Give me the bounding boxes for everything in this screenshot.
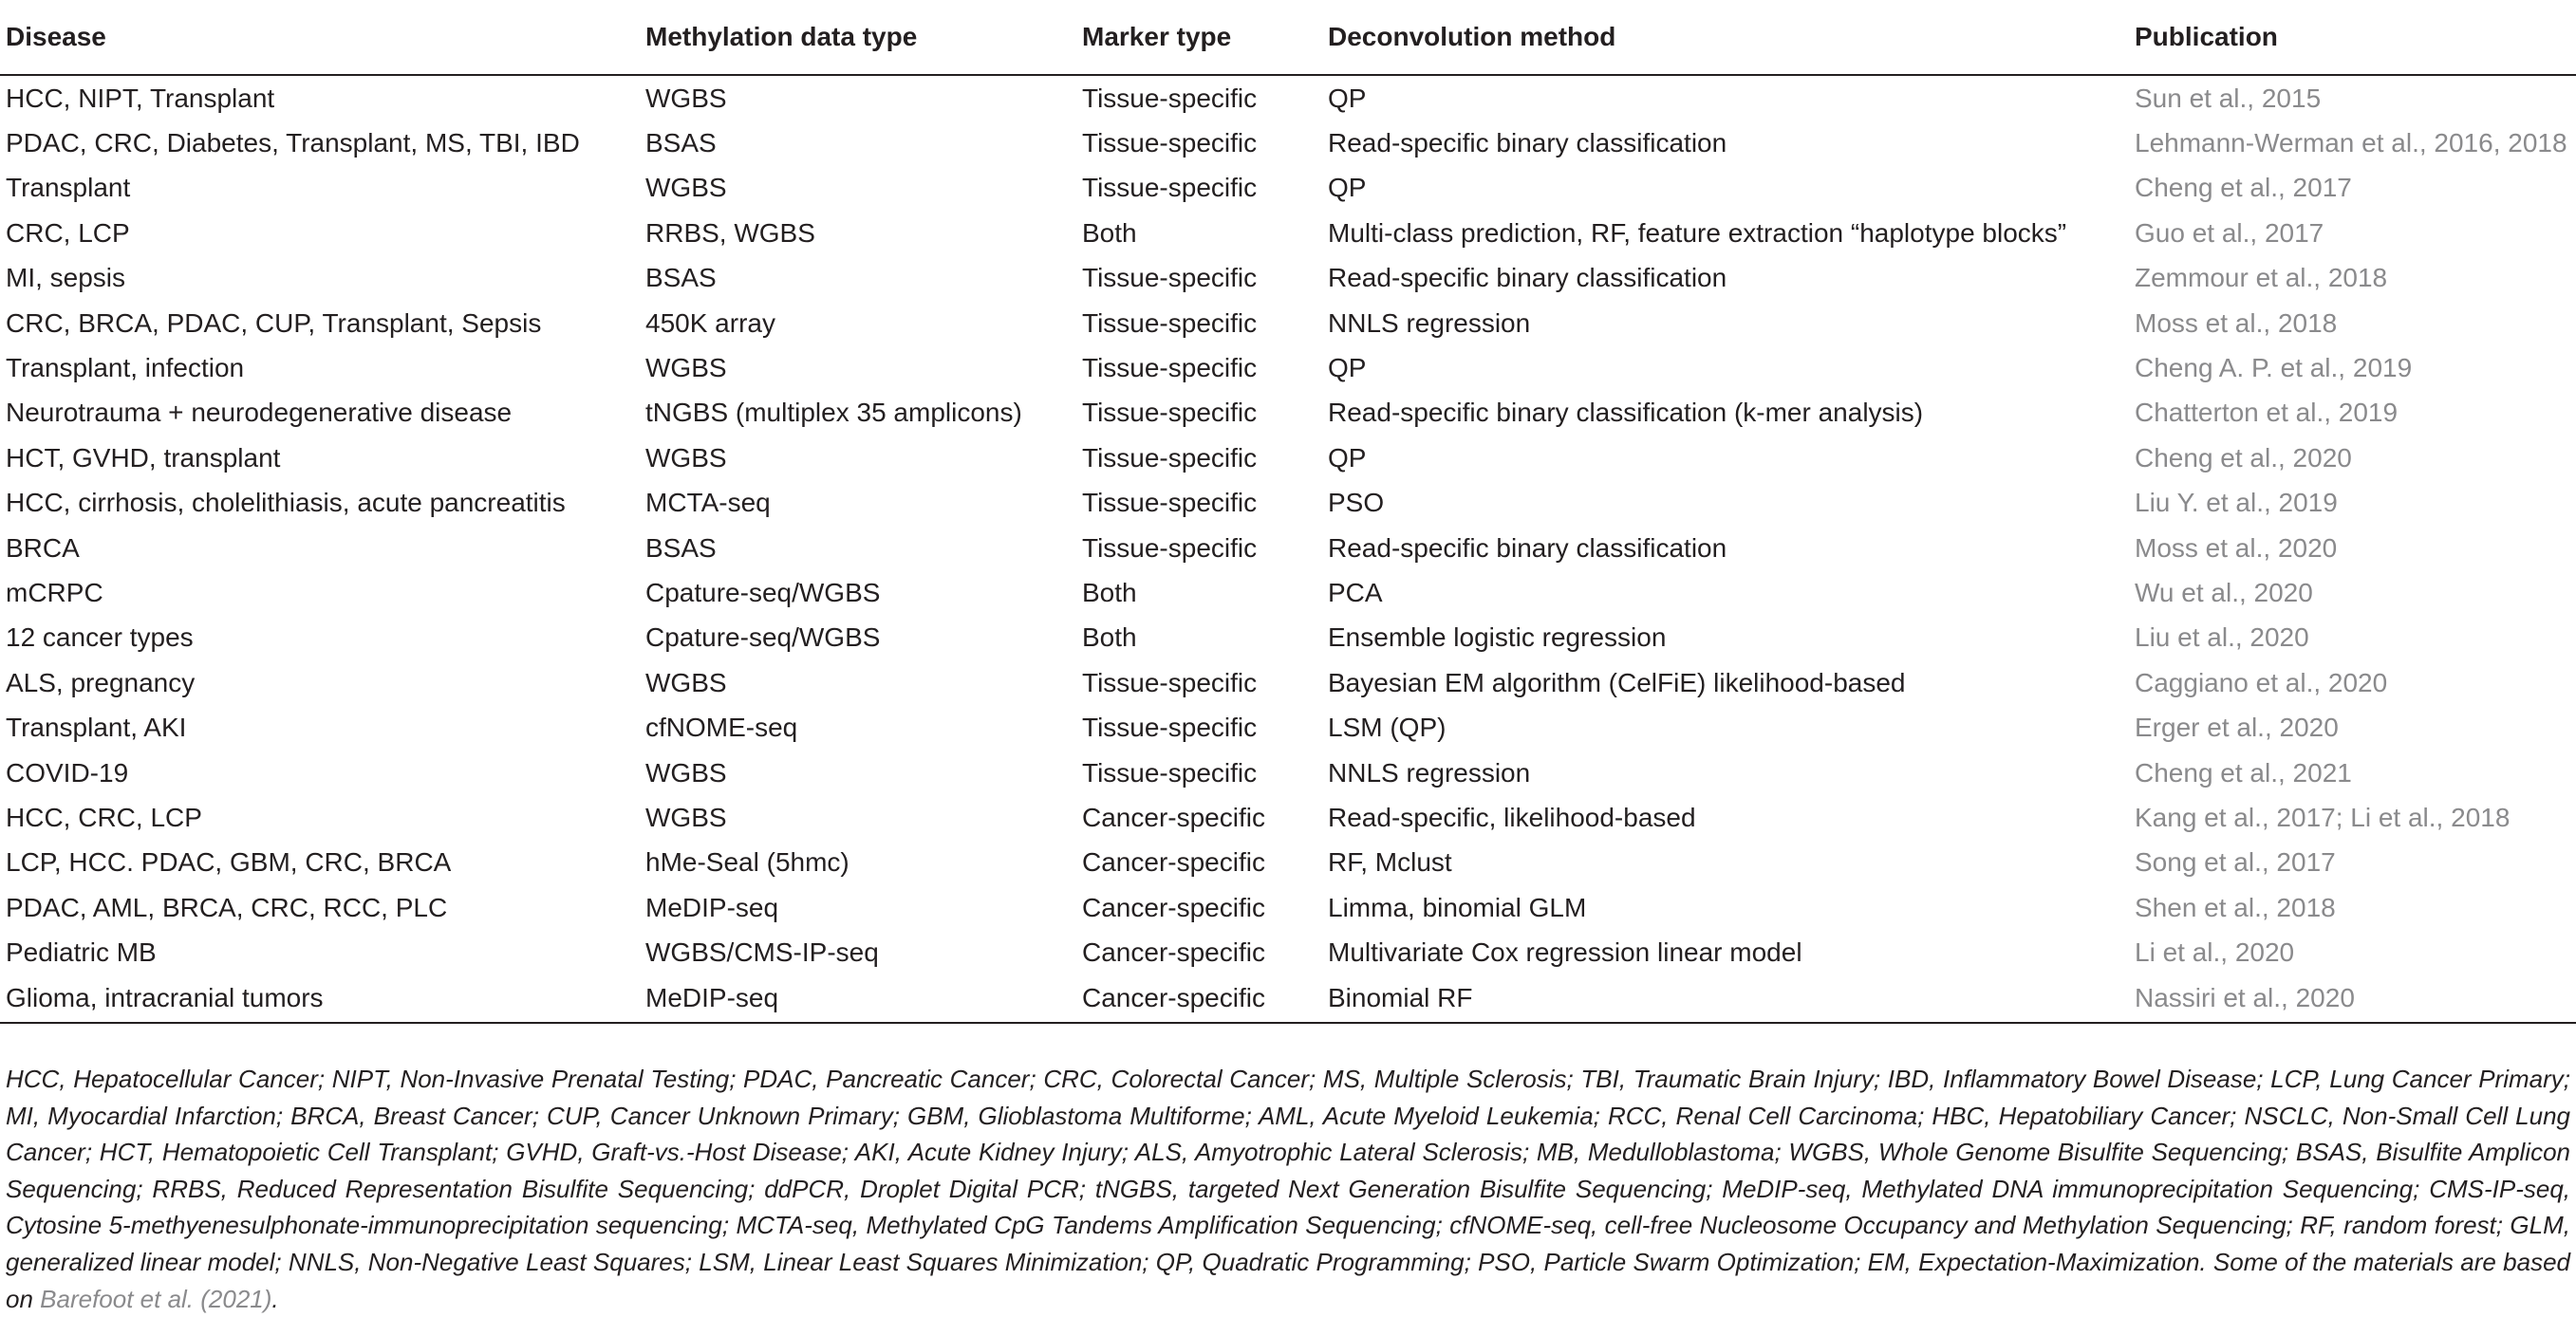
cell-deconvolution-method: Read-specific binary classification (k-mer analysis) bbox=[1328, 398, 1924, 428]
cell-methylation-data-type: WGBS bbox=[645, 353, 727, 383]
cell-marker-type: Both bbox=[1082, 217, 1137, 248]
cell-marker-type: Tissue-specific bbox=[1082, 667, 1258, 697]
header-disease: Disease bbox=[0, 0, 640, 75]
cell-disease: Transplant, infection bbox=[6, 353, 245, 383]
table-row bbox=[0, 436, 2576, 480]
cell-deconvolution-method: QP bbox=[1328, 173, 1367, 203]
cell-marker-type: Tissue-specific bbox=[1082, 532, 1258, 563]
cell-deconvolution-method: Multivariate Cox regression linear model bbox=[1328, 937, 1802, 968]
cell-deconvolution-method: NNLS regression bbox=[1328, 757, 1531, 788]
cell-marker-type: Tissue-specific bbox=[1082, 263, 1258, 293]
cell-publication[interactable]: Lehmann-Werman et al., 2016, 2018 bbox=[2135, 128, 2567, 158]
cell-publication[interactable]: Moss et al., 2018 bbox=[2135, 307, 2338, 338]
cell-publication[interactable]: Liu et al., 2020 bbox=[2135, 622, 2309, 653]
cell-methylation-data-type: BSAS bbox=[645, 532, 717, 563]
cell-disease: 12 cancer types bbox=[6, 622, 194, 653]
cell-marker-type: Tissue-specific bbox=[1082, 757, 1258, 788]
cell-deconvolution-method: NNLS regression bbox=[1328, 307, 1531, 338]
footnote-reference-link[interactable]: Barefoot et al. (2021) bbox=[40, 1284, 272, 1313]
cell-publication[interactable]: Cheng et al., 2017 bbox=[2135, 173, 2352, 203]
cell-deconvolution-method: PSO bbox=[1328, 488, 1385, 518]
cell-disease: LCP, HCC. PDAC, GBM, CRC, BRCA bbox=[6, 847, 452, 878]
cell-marker-type: Tissue-specific bbox=[1082, 83, 1258, 113]
cell-deconvolution-method: LSM (QP) bbox=[1328, 713, 1447, 743]
cell-publication[interactable]: Sun et al., 2015 bbox=[2135, 83, 2322, 113]
cell-methylation-data-type: WGBS/CMS-IP-seq bbox=[645, 937, 879, 968]
header-publication: Publication bbox=[2129, 0, 2576, 75]
table-row bbox=[0, 481, 2576, 526]
cell-deconvolution-method: Read-specific binary classification bbox=[1328, 532, 1727, 563]
cell-disease: CRC, LCP bbox=[6, 217, 130, 248]
table-row bbox=[0, 570, 2576, 615]
cell-deconvolution-method: Ensemble logistic regression bbox=[1328, 622, 1667, 653]
cell-deconvolution-method: Read-specific binary classification bbox=[1328, 263, 1727, 293]
cell-marker-type: Tissue-specific bbox=[1082, 398, 1258, 428]
table-row bbox=[0, 121, 2576, 165]
cell-methylation-data-type: BSAS bbox=[645, 263, 717, 293]
cell-publication[interactable]: Shen et al., 2018 bbox=[2135, 892, 2336, 922]
cell-methylation-data-type: MeDIP-seq bbox=[645, 892, 779, 922]
cell-methylation-data-type: MCTA-seq bbox=[645, 488, 771, 518]
cell-marker-type: Cancer-specific bbox=[1082, 802, 1265, 832]
table-row bbox=[0, 391, 2576, 436]
cell-marker-type: Cancer-specific bbox=[1082, 847, 1265, 878]
cell-methylation-data-type: WGBS bbox=[645, 667, 727, 697]
cell-publication[interactable]: Cheng et al., 2021 bbox=[2135, 757, 2352, 788]
table-row bbox=[0, 841, 2576, 885]
cell-methylation-data-type: Cpature-seq/WGBS bbox=[645, 622, 881, 653]
cell-publication[interactable]: Caggiano et al., 2020 bbox=[2135, 667, 2388, 697]
cell-disease: Transplant, AKI bbox=[6, 713, 187, 743]
cell-publication[interactable]: Kang et al., 2017; Li et al., 2018 bbox=[2135, 802, 2511, 832]
cell-methylation-data-type: WGBS bbox=[645, 83, 727, 113]
cell-disease: mCRPC bbox=[6, 577, 103, 607]
cell-publication[interactable]: Li et al., 2020 bbox=[2135, 937, 2295, 968]
cell-methylation-data-type: BSAS bbox=[645, 128, 717, 158]
footnote-abbreviations: HCC, Hepatocellular Cancer; NIPT, Non-Invasive Prenatal Testing; PDAC, Pancreatic Cancer; CRC, Colorectal Cancer; MS, Multiple Sclerosis; TBI, Traumatic Brain Injury; IBD, Inflammatory Bowel Disease; LCP, Lung Cancer Primary; MI, Myocardial Infarction; BRCA, Breast Cancer; CUP, Cancer Unknown Primary; GBM, Glioblastoma Multiforme; AML, Acute Myeloid Leukemia; RCC, Renal Cell Carcinoma; HBC, Hepatobiliary Cancer; NSCLC, Non-Small Cell Lung Cancer; HCT, Hematopoietic Cell Transplant; GVHD, Graft-vs.-Host Disease; AKI, Acute Kidney Injury; ALS, Amyotrophic Lateral Sclerosis; MB, Medulloblastoma; WGBS, Whole Genome Bisulfite Sequencing; BSAS, Bisulfite Amplicon Sequencing; RRBS, Reduced Representation Bisulfite Sequencing; ddPCR, Droplet Digital PCR; tNGBS, targeted Next Generation Bisulfite Sequencing; MeDIP-seq, Methylated DNA immunoprecipitation Sequencing; CMS-IP-seq, Cytosine 5-methyenesulphonate-immunoprecipitation sequencing; MCTA-seq, Methylated CpG Tandems Amplification Sequencing; cfNOME-seq, cell-free Nucleosome Occupancy and Methylation Sequencing; RF, random forest; GLM, generalized linear model; NNLS, Non-Negative Least Squares; LSM, Linear Least Squares Minimization; QP, Quadratic Programming; PSO, Particle Swarm Optimization; EM, Expectation-Maximization. Some of the materials are based on bbox=[6, 1065, 2570, 1313]
cell-methylation-data-type: WGBS bbox=[645, 173, 727, 203]
cell-deconvolution-method: QP bbox=[1328, 83, 1367, 113]
cell-publication[interactable]: Erger et al., 2020 bbox=[2135, 713, 2339, 743]
cell-methylation-data-type: tNGBS (multiplex 35 amplicons) bbox=[645, 398, 1022, 428]
table-row bbox=[0, 211, 2576, 255]
cell-marker-type: Tissue-specific bbox=[1082, 442, 1258, 473]
cell-deconvolution-method: QP bbox=[1328, 442, 1367, 473]
cell-disease: HCC, CRC, LCP bbox=[6, 802, 202, 832]
cell-disease: BRCA bbox=[6, 532, 80, 563]
cell-publication[interactable]: Moss et al., 2020 bbox=[2135, 532, 2338, 563]
cell-marker-type: Tissue-specific bbox=[1082, 353, 1258, 383]
header-row bbox=[0, 0, 2576, 75]
table-row bbox=[0, 660, 2576, 705]
table-row bbox=[0, 75, 2576, 121]
table-row bbox=[0, 930, 2576, 974]
cell-methylation-data-type: WGBS bbox=[645, 802, 727, 832]
cell-publication[interactable]: Wu et al., 2020 bbox=[2135, 577, 2313, 607]
cell-methylation-data-type: WGBS bbox=[645, 757, 727, 788]
cell-disease: HCC, NIPT, Transplant bbox=[6, 83, 275, 113]
cell-marker-type: Tissue-specific bbox=[1082, 173, 1258, 203]
cell-deconvolution-method: PCA bbox=[1328, 577, 1383, 607]
table-footnote bbox=[6, 1061, 2570, 1317]
cell-marker-type: Cancer-specific bbox=[1076, 975, 1320, 1023]
cell-publication[interactable]: Cheng A. P. et al., 2019 bbox=[2135, 353, 2413, 383]
table-header bbox=[0, 0, 2576, 75]
cell-deconvolution-method: Read-specific binary classification bbox=[1328, 128, 1727, 158]
cell-deconvolution-method: Read-specific, likelihood-based bbox=[1328, 802, 1696, 832]
table-row bbox=[0, 166, 2576, 211]
cell-disease: HCC, cirrhosis, cholelithiasis, acute pancreatitis bbox=[6, 488, 566, 518]
cell-marker-type: Cancer-specific bbox=[1082, 892, 1265, 922]
cell-disease: PDAC, AML, BRCA, CRC, RCC, PLC bbox=[6, 892, 448, 922]
cell-methylation-data-type: MeDIP-seq bbox=[640, 975, 1076, 1023]
cell-publication[interactable]: Cheng et al., 2020 bbox=[2135, 442, 2352, 473]
cell-marker-type: Cancer-specific bbox=[1082, 937, 1265, 968]
cell-disease: PDAC, CRC, Diabetes, Transplant, MS, TBI, IBD bbox=[6, 128, 580, 158]
cell-disease: Glioma, intracranial tumors bbox=[0, 975, 640, 1023]
cell-deconvolution-method: Bayesian EM algorithm (CelFiE) likelihood-based bbox=[1328, 667, 1906, 697]
cell-methylation-data-type: cfNOME-seq bbox=[645, 713, 798, 743]
cell-methylation-data-type: RRBS, WGBS bbox=[645, 217, 815, 248]
table-row bbox=[0, 795, 2576, 840]
cell-disease: ALS, pregnancy bbox=[6, 667, 196, 697]
cell-deconvolution-method: Limma, binomial GLM bbox=[1328, 892, 1587, 922]
cell-disease: COVID-19 bbox=[6, 757, 129, 788]
cell-publication[interactable]: Liu Y. et al., 2019 bbox=[2135, 488, 2338, 518]
table-row bbox=[0, 705, 2576, 750]
cell-deconvolution-method: QP bbox=[1328, 353, 1367, 383]
cell-marker-type: Both bbox=[1082, 577, 1137, 607]
cell-publication[interactable]: Song et al., 2017 bbox=[2135, 847, 2336, 878]
table-row bbox=[0, 301, 2576, 345]
footnote-end: . bbox=[271, 1284, 279, 1313]
cell-disease: Transplant bbox=[6, 173, 131, 203]
cell-publication[interactable]: Guo et al., 2017 bbox=[2135, 217, 2324, 248]
cell-methylation-data-type: 450K array bbox=[645, 307, 775, 338]
table-body bbox=[0, 75, 2576, 1023]
cell-disease: CRC, BRCA, PDAC, CUP, Transplant, Sepsis bbox=[6, 307, 542, 338]
table-row bbox=[0, 345, 2576, 390]
table-row bbox=[0, 526, 2576, 570]
cell-disease: Neurotrauma + neurodegenerative disease bbox=[6, 398, 513, 428]
cell-publication[interactable]: Zemmour et al., 2018 bbox=[2135, 263, 2388, 293]
cell-marker-type: Tissue-specific bbox=[1082, 488, 1258, 518]
header-deconvolution-method: Deconvolution method bbox=[1320, 0, 2129, 75]
cell-marker-type: Tissue-specific bbox=[1082, 307, 1258, 338]
table-row bbox=[0, 616, 2576, 660]
table-row bbox=[0, 885, 2576, 930]
cell-disease: HCT, GVHD, transplant bbox=[6, 442, 281, 473]
cell-publication[interactable]: Nassiri et al., 2020 bbox=[2129, 975, 2576, 1023]
cell-publication[interactable]: Chatterton et al., 2019 bbox=[2135, 398, 2399, 428]
cell-methylation-data-type: Cpature-seq/WGBS bbox=[645, 577, 881, 607]
cell-deconvolution-method: RF, Mclust bbox=[1328, 847, 1452, 878]
cell-marker-type: Tissue-specific bbox=[1082, 713, 1258, 743]
cell-deconvolution-method: Multi-class prediction, RF, feature extraction “haplotype blocks” bbox=[1328, 217, 2067, 248]
cell-methylation-data-type: hMe-Seal (5hmc) bbox=[645, 847, 849, 878]
header-marker-type: Marker type bbox=[1076, 0, 1320, 75]
table-row bbox=[0, 975, 2576, 1023]
table-row bbox=[0, 751, 2576, 795]
cell-methylation-data-type: WGBS bbox=[645, 442, 727, 473]
table-row bbox=[0, 256, 2576, 301]
cell-deconvolution-method: Binomial RF bbox=[1320, 975, 2129, 1023]
header-methylation-data-type: Methylation data type bbox=[640, 0, 1076, 75]
cell-disease: MI, sepsis bbox=[6, 263, 126, 293]
cell-marker-type: Tissue-specific bbox=[1082, 128, 1258, 158]
cell-marker-type: Both bbox=[1082, 622, 1137, 653]
cell-disease: Pediatric MB bbox=[6, 937, 157, 968]
